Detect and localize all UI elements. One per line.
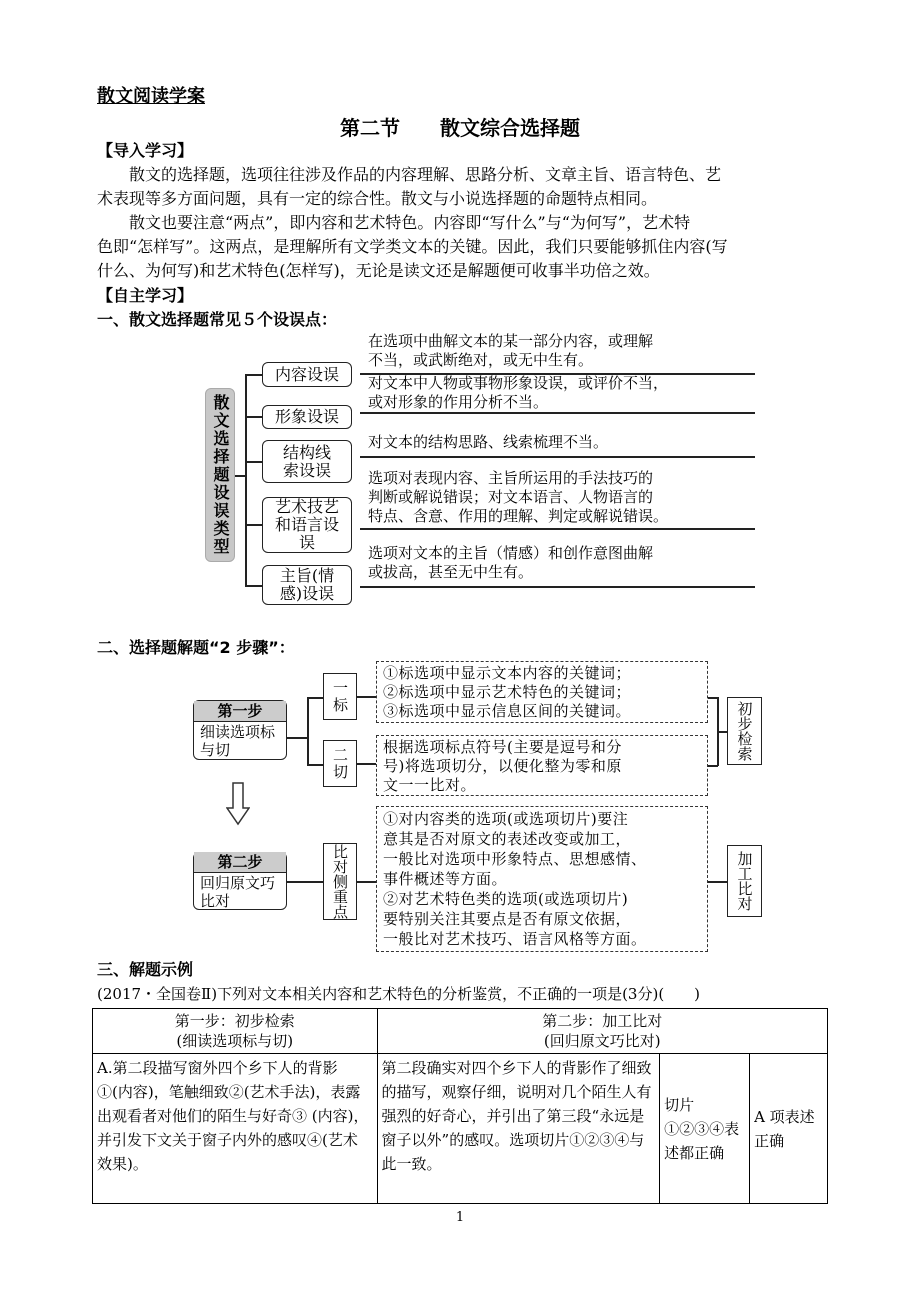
desc-structure-error: 对文本的结构思路、线索梳理不当。 xyxy=(368,433,609,451)
initial-check-label: 初步检索 xyxy=(727,697,762,765)
part3-heading: 三、解题示例 xyxy=(97,960,194,979)
mark-text-box: ①标选项中显示文本内容的关键词； ②标选项中显示艺术特色的关键词； ③标选项中显示信息区间的关键词。 xyxy=(376,661,708,723)
step2-desc: 回归原文巧比对 xyxy=(200,873,276,910)
text-line: 色即“怎样写”。这两点，是理解所有文学类文本的关键。因此，我们只要能够抓住内容(写 xyxy=(97,237,728,256)
option-a-cell: A.第二段描写窗外四个乡下人的背影 ①(内容)，笔触细致②(艺术手法)，表露出观看者对他们的陌生与好奇③ (内容)，并引发下文关于窗子内外的感叹④(艺术效果)。 xyxy=(93,1054,378,1204)
down-arrow-icon xyxy=(226,782,250,826)
compare-focus-label: 比对侧重点 xyxy=(323,843,357,920)
desc-art-language-error: 选项对表现内容、主旨所运用的手法技巧的 判断或解说错误；对文本语言、人物语言的 特点、含意、作用的理解、判定或解说错误。 xyxy=(368,469,669,525)
slice-check-cell: 切片①②③④表述都正确 xyxy=(660,1054,750,1204)
text-line: 什么、为何写)和艺术特色(怎样写)，无论是读文还是解题便可收事半功倍之效。 xyxy=(97,261,660,280)
example-table xyxy=(92,1008,828,1204)
label-image-error: 形象设误 xyxy=(262,405,352,429)
comparison-cell: 第二段确实对四个乡下人的背影作了细致的描写，观察仔细，说明对几个陌生人有强烈的好奇心，并引出了第三段“永远是窗子以外”的感叹。选项切片①②③④与此一致。 xyxy=(377,1054,660,1204)
label-art-language-error: 艺术技艺和语言设误 xyxy=(262,497,352,553)
desc-content-error: 在选项中曲解文本的某一部分内容，或理解 不当，或武断绝对，或无中生有。 xyxy=(368,332,654,369)
label-content-error: 内容设误 xyxy=(262,362,352,387)
part2-heading: 二、选择题解题“2 步骤”： xyxy=(97,638,295,657)
cut-label: 二切 xyxy=(323,740,357,787)
desc-theme-error: 选项对文本的主旨（情感）和创作意图曲解 或拔高，甚至无中生有。 xyxy=(368,544,654,581)
step2-box xyxy=(193,852,287,910)
example-question: (2017・全国卷Ⅱ)下列对文本相关内容和艺术特色的分析鉴赏，不正确的一项是(3分)( ) xyxy=(97,985,701,1003)
step1-desc: 细读选项标与切 xyxy=(200,722,276,759)
step2-title: 第二步 xyxy=(194,852,286,873)
root-label: 散文选择题设误类型 xyxy=(205,388,235,562)
text-line: 散文也要注意“两点”，即内容和艺术特色。内容即“写什么”与“为何写”，艺术特 xyxy=(97,213,691,232)
step1-box xyxy=(193,700,287,760)
part1-heading: 一、散文选择题常见５个设误点： xyxy=(97,310,338,329)
conclusion-cell: A 项表述正确 xyxy=(750,1054,828,1204)
table-header-step2: 第二步：加工比对 (回归原文巧比对) xyxy=(377,1009,827,1054)
text-line: 术表现等多方面问题，具有一定的综合性。散文与小说选择题的命题特点相同。 xyxy=(97,189,658,208)
section-title: 第二节 散文综合选择题 xyxy=(340,116,580,140)
process-compare-label: 加工比对 xyxy=(727,845,762,917)
compare-text-box: ①对内容类的选项(或选项切片)要注 意其是否对原文的表述改变或加工， 一般比对选项中形象特点、思想感情、 事件概述等方面。 ②对艺术特色类的选项(或选项切片) 要特别关注其要点是否有原文依据， 一般比对艺术技巧、语言风格等方面。 xyxy=(376,806,708,952)
text-line: 散文的选择题，选项往往涉及作品的内容理解、思路分析、文章主旨、语言特色、艺 xyxy=(97,165,722,184)
page-number: 1 xyxy=(455,1210,465,1225)
step1-title: 第一步 xyxy=(194,701,286,722)
intro-heading: 【导入学习】 xyxy=(97,141,194,160)
mark-label: 一标 xyxy=(323,673,357,720)
desc-image-error: 对文本中人物或事物形象设误，或评价不当， 或对形象的作用分析不当。 xyxy=(368,374,669,411)
label-theme-error: 主旨(情感)设误 xyxy=(262,565,352,605)
self-study-heading: 【自主学习】 xyxy=(97,286,194,305)
table-header-step1: 第一步：初步检索 (细读选项标与切) xyxy=(93,1009,378,1054)
intro-paragraphs xyxy=(97,163,728,283)
label-structure-error: 结构线索设误 xyxy=(262,440,352,483)
cut-text-box: 根据选项标点符号(主要是逗号和分 号)将选项切分，以便化整为零和原 文一一比对。 xyxy=(376,735,708,796)
doc-title: 散文阅读学案 xyxy=(97,86,205,107)
